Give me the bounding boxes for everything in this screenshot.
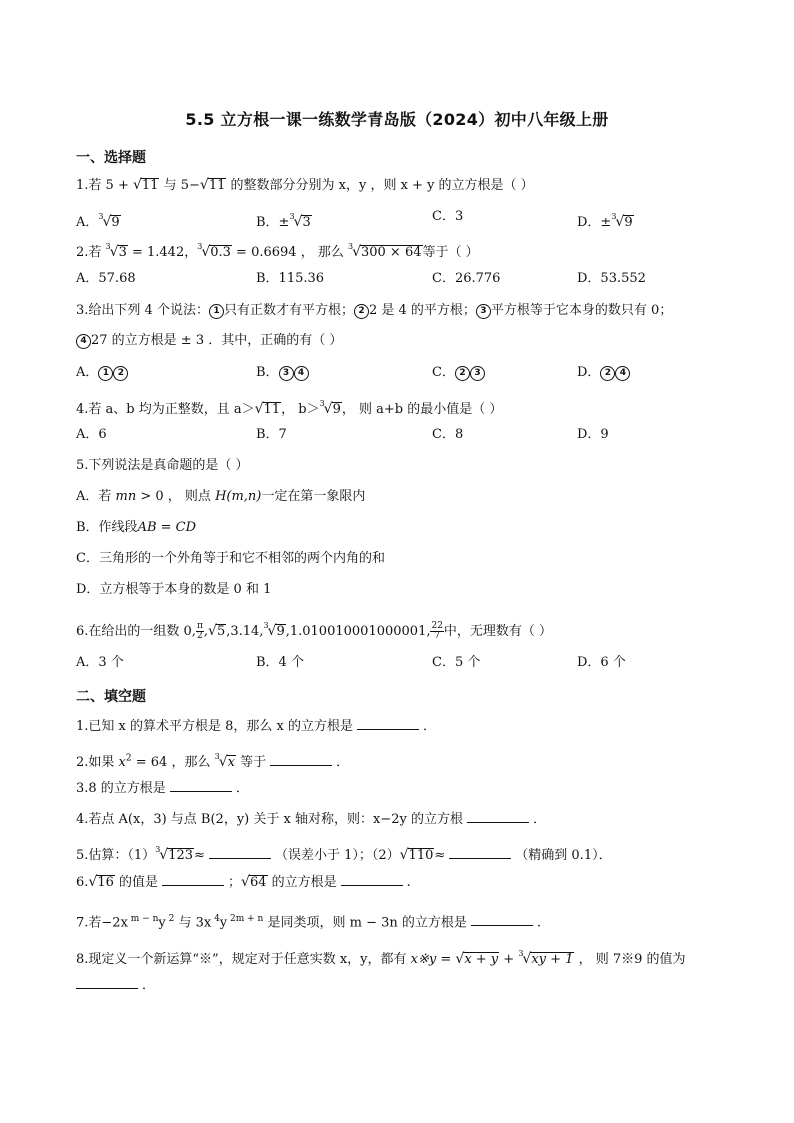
q6-option-b[interactable]: B．4 个	[256, 655, 304, 670]
q2-option-a[interactable]: A．57.68	[76, 271, 136, 286]
q5-option-d[interactable]: D．立方根等于本身的数是 0 和 1	[76, 582, 272, 597]
q4-option-b[interactable]: B．7	[256, 427, 287, 442]
q6-option-d[interactable]: D．6 个	[577, 655, 626, 670]
q3-option-c[interactable]: C． 2 3	[432, 364, 485, 382]
q3-option-a[interactable]: A． 1 2	[76, 364, 128, 382]
q4-option-d[interactable]: D．9	[577, 427, 609, 442]
answer-blank[interactable]	[170, 779, 232, 792]
q6-option-c[interactable]: C．5 个	[432, 655, 481, 670]
fill-question-1: 1.已知 x 的算术平方根是 8，那么 x 的立方根是 ．	[76, 719, 437, 734]
q6-option-a[interactable]: A．3 个	[76, 655, 124, 670]
q5-option-c[interactable]: C．三角形的一个外角等于和它不相邻的两个内角的和	[76, 551, 385, 566]
answer-blank[interactable]	[76, 976, 138, 989]
fill-question-2: 2.如果 $x^2 = 64$ ，那么 $^3$√x 等于 ．	[76, 752, 350, 770]
q1-option-b[interactable]: B．±$^3$√3	[256, 212, 311, 230]
fill-question-8-answer-line: ．	[76, 976, 155, 995]
answer-blank[interactable]	[357, 717, 419, 730]
q3-option-b[interactable]: B． 3 4	[256, 364, 309, 382]
q2-option-d[interactable]: D．53.552	[577, 271, 646, 286]
q2-option-c[interactable]: C．26.776	[432, 271, 501, 286]
answer-blank[interactable]	[270, 753, 332, 766]
fill-question-5: 5.估算：$(1)^3√123\approx$ （误差小于 1）；（2）√110≈ （精确到 0.1）．	[76, 845, 612, 863]
q5-option-a[interactable]: A．若 mn > 0 ， 则点 H(m,n)一定在第一象限内	[76, 489, 366, 504]
q4-option-a[interactable]: A．6	[76, 427, 107, 442]
answer-blank[interactable]	[209, 846, 271, 859]
question-5: 5.下列说法是真命题的是（ ）	[76, 458, 249, 473]
q2-option-b[interactable]: B．115.36	[256, 271, 325, 286]
question-3-line-2: 4 27 的立方根是 ± 3 ．其中，正确的有（ ）	[76, 332, 342, 350]
fill-question-4: 4.若点 A(x，3) 与点 B(2，y) 关于 x 轴对称，则：x−2y 的立方根 ．	[76, 812, 546, 827]
fill-question-8: 8.现定义一个新运算“※”，规定对于任意实数 x，y，都有 x※y = √x + y + $^3$√xy + 1 ， 则 7※9 的值为	[76, 949, 686, 967]
q1-option-d[interactable]: D．±$^3$√9	[577, 212, 633, 230]
section-choice-heading: 一、选择题	[76, 150, 146, 166]
question-2: 2.若 $^3$√3 = 1.442，$^3$√0.3 = 0.6694 ， 那么 $^3$√300 × 64等于（ ）	[76, 242, 479, 260]
fill-question-7: 7.若−2x $^{m - n}$y $^2$ 与 3x $^4$y $^{2m + n}$ 是同类项，则 m − 3n 的立方根是 .	[76, 914, 542, 931]
question-6: 6.在给出的一组数 0, $\frac{\pi}{2}$ ,√5,3.14,$^3$√9,1.010010001000001, $\frac{22}{7}$ 中，无理数有（ ）	[76, 621, 553, 641]
answer-blank[interactable]	[162, 873, 224, 886]
fill-question-3: 3.8 的立方根是 ．	[76, 781, 249, 796]
answer-blank[interactable]	[467, 810, 529, 823]
question-4: 4.若 a、b 均为正整数，且 a＞√11， b＞$^3$√9， 则 a+b 的最小值是（ ）	[76, 399, 503, 417]
q1-option-a[interactable]: A．$^3$√9	[76, 212, 120, 230]
answer-blank[interactable]	[341, 873, 403, 886]
q3-option-d[interactable]: D． 2 4	[577, 364, 630, 382]
answer-blank[interactable]	[449, 846, 511, 859]
q4-option-c[interactable]: C．8	[432, 427, 464, 442]
q1-option-c[interactable]: C．3	[432, 209, 464, 224]
answer-blank[interactable]	[471, 913, 533, 926]
section-fill-heading: 二、填空题	[76, 689, 146, 705]
question-1: 1.若 5 + √11 与 5−√11 的整数部分分别为 x，y ，则 x + y 的立方根是（ ）	[76, 177, 534, 193]
question-3-line-1: 3.给出下列 4 个说法： 1 只有正数才有平方根； 2 2 是 4 的平方根； 3 平方根等于它本身的数只有 0；	[76, 303, 673, 318]
fill-question-6: 6.√16 的值是 ；√64 的立方根是 .	[76, 874, 411, 890]
page-title: 5.5 立方根一课一练数学青岛版（2024）初中八年级上册	[185, 110, 609, 129]
q5-option-b[interactable]: B．作线段AB = CD	[76, 520, 197, 535]
